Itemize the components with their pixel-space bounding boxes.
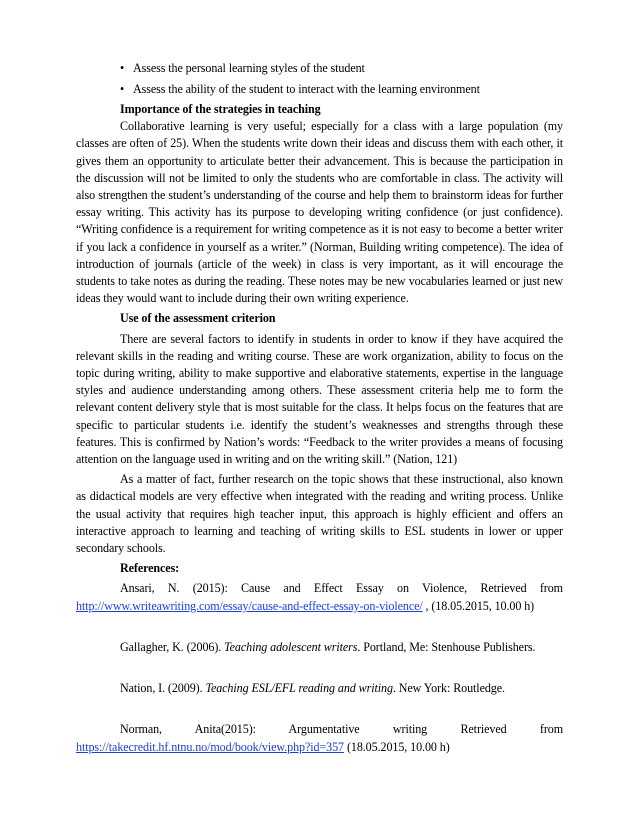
reference-link[interactable]: http://www.writeawriting.com/essay/cause-and-effect-essay-on-violence/ xyxy=(76,598,423,613)
reference-entry xyxy=(76,580,563,614)
reference-entry xyxy=(76,639,563,656)
bullet-text: Assess the personal learning styles of the student xyxy=(133,61,365,75)
section-heading: Use of the assessment criterion xyxy=(120,311,276,326)
bullet-icon: • xyxy=(120,61,125,75)
bullet-text: Assess the ability of the student to interact with the learning environment xyxy=(133,81,480,96)
reference-text: (18.05.2015, 10.00 h) xyxy=(344,739,450,754)
reference-text: . New York: Routledge. xyxy=(392,681,505,696)
section-heading: Importance of the strategies in teaching xyxy=(120,102,321,116)
reference-text: Norman, Anita(2015): Argumentative writing Retrieved from xyxy=(120,722,563,737)
body-paragraph: As a matter of fact, further research on the topic shows that these instructional, also known as didactical models are very effective when integrated with the reading and writing process. Unlike the usual activity that requires high teacher input, this approach is highly efficient and offers an interactive approach to learning and teaching of writing skills to ESL students in lower or upper secondary schools. xyxy=(76,472,563,556)
bullet-icon: • xyxy=(120,81,125,96)
reference-text: , (18.05.2015, 10.00 h) xyxy=(422,598,535,613)
reference-text: Gallagher, K. (2006). xyxy=(120,639,225,654)
reference-text: Ansari, N. (2015): Cause and Effect Essay on Violence, Retrieved from xyxy=(120,581,563,596)
references-heading: References: xyxy=(120,561,180,576)
bullet-item xyxy=(76,60,563,77)
reference-entry xyxy=(76,721,563,755)
body-paragraph: Collaborative learning is very useful; especially for a class with a large population (my classes are often of 25). When the students write down their ideas and discuss them with each other, it gives them an opportunity to articulate better their advancement. This is because the participation in the discussion will not be limited to only the students who are comfortable in class. The activity will also strengthen the student’s understanding of the course and help them to brainstorm ideas for further essay writing. This activity has its purpose to developing writing confidence (or just confidence). “Writing confidence is a requirement for writing competence as it is not easy to become a better writer if you lack a confidence in yourself as a writer.” (Norman, Building writing competence). The idea of introduction of journals (article of the week) in class is very important, as it will encourage the students to take notes as during the reading. These notes may be new vocabularies learned or just new ideas they would want to include during their own writing experience. xyxy=(76,119,563,306)
bullet-item xyxy=(76,81,563,98)
reference-title: Teaching ESL/EFL reading and writing xyxy=(205,681,393,696)
reference-entry xyxy=(76,680,563,697)
reference-text: . Portland, Me: Stenhouse Publishers. xyxy=(357,639,536,654)
document-page xyxy=(76,60,563,756)
body-paragraph: There are several factors to identify in students in order to know if they have acquired the relevant skills in the reading and writing course. These are work organization, ability to focus on the topic during writing, ability to make supportive and elaborative statements, expertise in the language styles and audience understanding among others. These assessment criteria help me to form the relevant content delivery style that is most suitable for the class. It helps focus on the features that are specific to particular students i.e. identify the student’s weaknesses and strengths through these features. This is confirmed by Nation’s words: “Feedback to the writer provides a means of focusing attention on the language used in writing and on the writing skill.” (Nation, 121) xyxy=(76,331,563,467)
reference-link[interactable]: https://takecredit.hf.ntnu.no/mod/book/view.php?id=357 xyxy=(76,739,345,754)
reference-title: Teaching adolescent writers xyxy=(224,639,358,654)
reference-text: Nation, I. (2009). xyxy=(120,681,206,696)
